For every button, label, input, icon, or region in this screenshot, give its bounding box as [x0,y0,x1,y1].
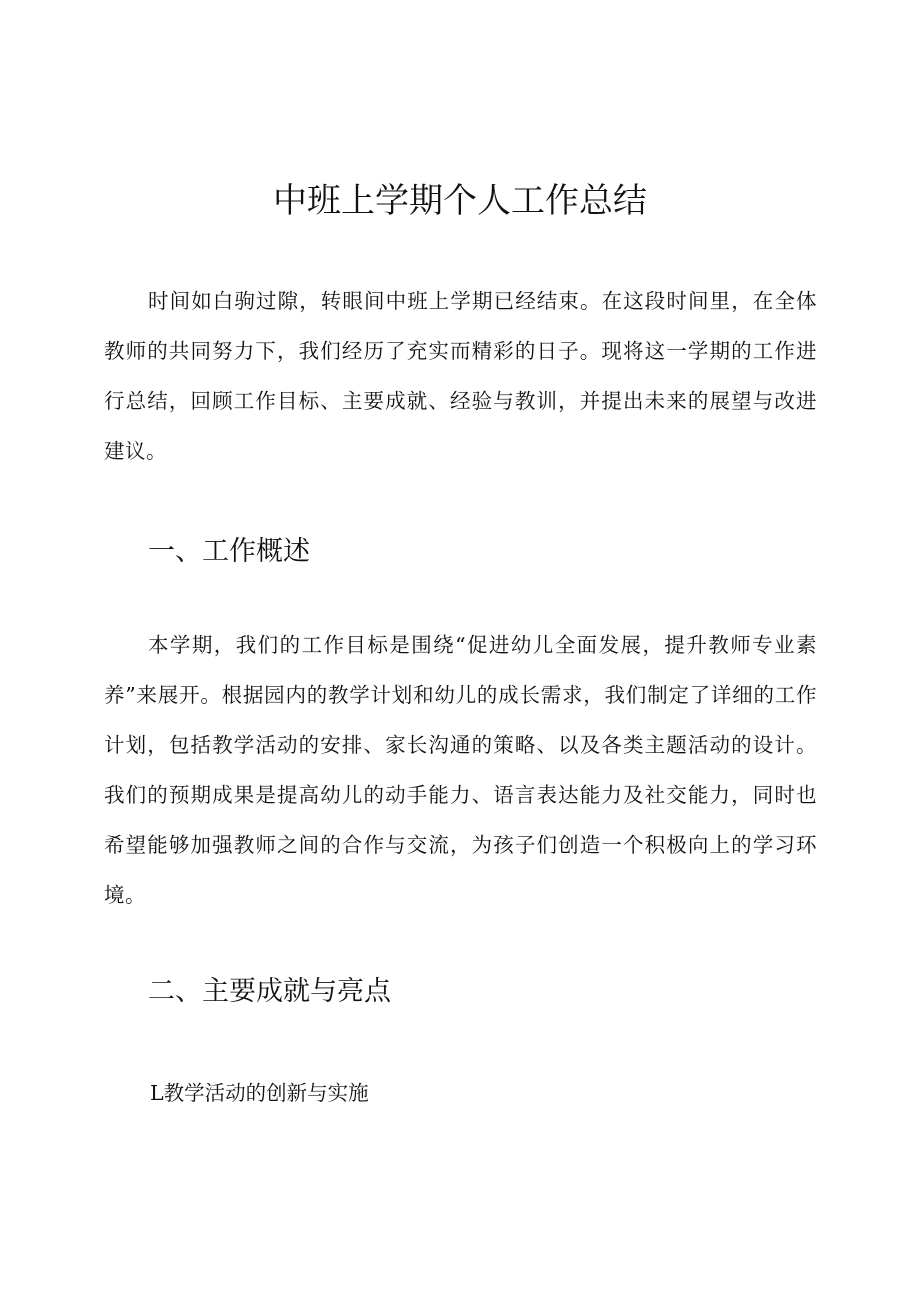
overview-paragraph: 本学期，我们的工作目标是围绕“促进幼儿全面发展，提升教师专业素养”来展开。根据园内的教学计划和幼儿的成长需求，我们制定了详细的工作计划，包括教学活动的安排、家长沟通的策略、以及各类主题活动的设计。我们的预期成果是提高幼儿的动手能力、语言表达能力及社交能力，同时也希望能够加强教师之间的合作与交流，为孩子们创造一个积极向上的学习环境。 [104,633,817,907]
intro-paragraph: 时间如白驹过隙，转眼间中班上学期已经结束。在这段时间里，在全体教师的共同努力下，我们经历了充实而精彩的日子。现将这一学期的工作进行总结，回顾工作目标、主要成就、经验与教训，并提出未来的展望与改进建议。 [104,289,817,463]
document-title: 中班上学期个人工作总结 [273,181,647,221]
subsection-heading-teaching-innovation: L教学活动的创新与实施 [150,1081,369,1105]
section-heading-overview: 一、工作概述 [148,536,310,567]
section-heading-achievements: 二、主要成就与亮点 [148,976,391,1007]
